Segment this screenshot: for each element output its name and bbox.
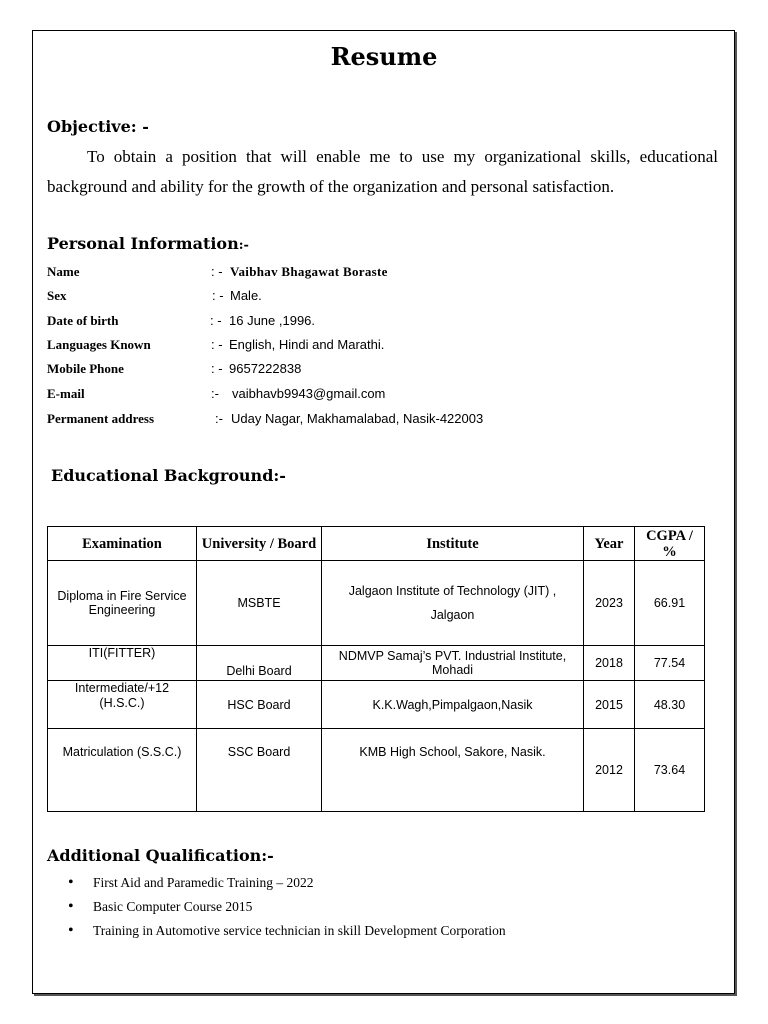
cell-exam: Diploma in Fire Service Engineering (48, 561, 197, 646)
sep-dob: : - (210, 313, 222, 328)
cell-score: 48.30 (635, 681, 705, 729)
table-header-row (48, 527, 705, 561)
value-address: Uday Nagar, Makhamalabad, Nasik-422003 (231, 411, 484, 426)
cell-board: MSBTE (197, 561, 322, 646)
sep-sex: : - (212, 288, 224, 303)
table-row (48, 646, 705, 681)
cell-score: 66.91 (635, 561, 705, 646)
list-item: • First Aid and Paramedic Training – 2022 (72, 873, 506, 897)
header-score: CGPA / % (635, 527, 705, 561)
document-title: Resume (330, 42, 438, 71)
cell-score: 77.54 (635, 646, 705, 681)
cell-institute: KMB High School, Sakore, Nasik. (322, 729, 584, 812)
header-year: Year (584, 527, 635, 561)
sep-email: :- (211, 386, 219, 401)
sep-languages: : - (211, 337, 223, 352)
list-item: • Basic Computer Course 2015 (72, 897, 506, 921)
cell-institute: K.K.Wagh,Pimpalgaon,Nasik (322, 681, 584, 729)
personal-info-heading-suffix: :- (238, 238, 249, 253)
header-board: University / Board (197, 527, 322, 561)
objective-heading: Objective: - (47, 117, 149, 136)
label-address: Permanent address (47, 411, 155, 426)
cell-board: Delhi Board (197, 646, 322, 681)
header-examination: Examination (48, 527, 197, 561)
table-row (48, 681, 705, 729)
header-institute: Institute (322, 527, 584, 561)
education-table (47, 526, 705, 812)
value-name: Vaibhav Bhagawat Boraste (230, 264, 388, 279)
education-heading: Educational Background:- (51, 466, 286, 485)
label-dob: Date of birth (47, 313, 119, 328)
label-languages: Languages Known (47, 337, 151, 352)
cell-board: SSC Board (197, 729, 322, 812)
personal-info-heading (47, 234, 249, 253)
institute-line-1: Jalgaon Institute of Technology (JIT) , (348, 584, 557, 598)
label-name: Name (47, 264, 80, 279)
cell-year: 2015 (584, 681, 635, 729)
value-mobile: 9657222838 (229, 361, 302, 376)
objective-text: To obtain a position that will enable me to use my organizational skills, educational background and ability for the growth of the organization and personal satisfaction. (47, 147, 718, 196)
table-row (48, 561, 705, 646)
cell-institute: NDMVP Samaj’s PVT. Industrial Institute, Mohadi (322, 646, 584, 681)
cell-year: 2023 (584, 561, 635, 646)
sep-name: : - (211, 264, 223, 279)
value-sex: Male. (230, 288, 262, 303)
value-dob: 16 June ,1996. (229, 313, 316, 328)
sep-address: :- (215, 411, 223, 426)
additional-heading: Additional Qualification:- (47, 846, 274, 865)
label-sex: Sex (47, 288, 67, 303)
value-email: vaibhavb9943@gmail.com (232, 386, 386, 401)
cell-year: 2018 (584, 646, 635, 681)
list-item: • Training in Automotive service technician in skill Development Corporation (72, 921, 506, 945)
sep-mobile: : - (211, 361, 223, 376)
cell-score: 73.64 (635, 729, 705, 812)
cell-year: 2012 (584, 729, 635, 812)
label-mobile: Mobile Phone (47, 361, 124, 376)
cell-exam: Intermediate/+12 (H.S.C.) (48, 681, 197, 729)
institute-line-2: Jalgaon (430, 608, 475, 622)
personal-info-heading-text: Personal Information (47, 234, 239, 253)
cell-exam: Matriculation (S.S.C.) (48, 729, 197, 812)
value-languages: English, Hindi and Marathi. (229, 337, 385, 352)
cell-exam: ITI(FITTER) (48, 646, 197, 681)
label-email: E-mail (47, 386, 85, 401)
table-row (48, 729, 705, 812)
cell-board: HSC Board (197, 681, 322, 729)
additional-list (72, 873, 506, 945)
cell-institute (322, 561, 584, 646)
